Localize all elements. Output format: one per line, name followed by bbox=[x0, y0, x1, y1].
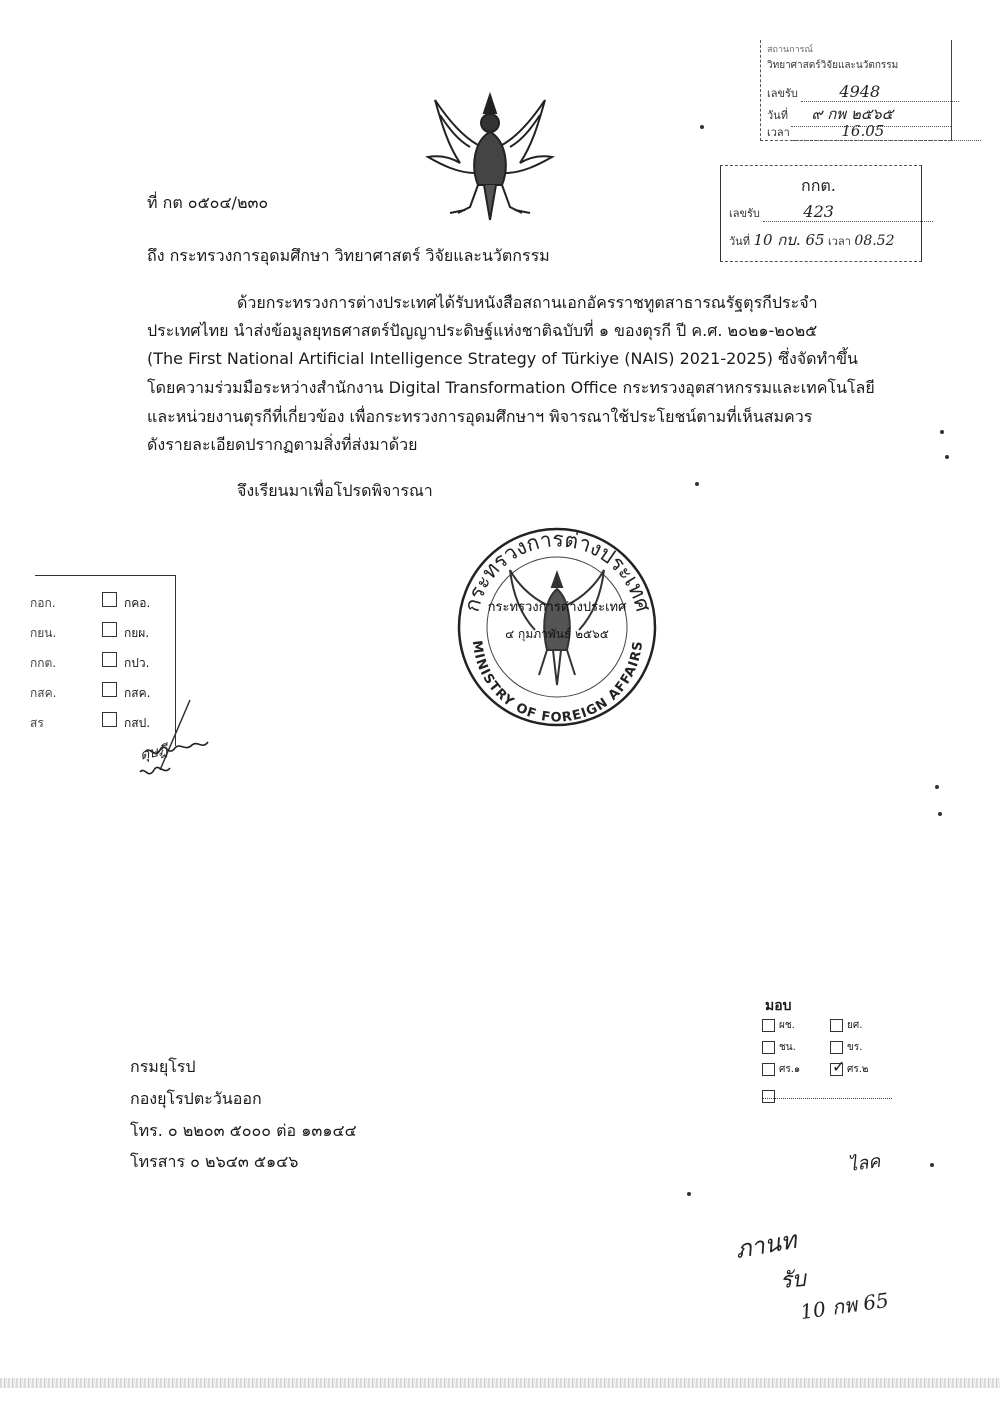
assign-option bbox=[830, 1056, 869, 1077]
routing-row-left-label: กสค. bbox=[30, 686, 57, 700]
receipt-stamp-secondary bbox=[720, 165, 922, 262]
scan-speck bbox=[695, 482, 699, 486]
stamp2-date-label: วันที่ bbox=[729, 235, 750, 248]
stamp2-number-label: เลขรับ bbox=[729, 207, 760, 220]
stamp-unit-line: วิทยาศาสตร์วิจัยและนวัตกรรม bbox=[767, 60, 899, 71]
stamp-header: สถานการณ์ bbox=[767, 45, 813, 55]
seal-inner-line-2: ๔ กุมภาพันธ์ ๒๕๖๕ bbox=[505, 627, 609, 641]
scan-speck bbox=[930, 1163, 934, 1167]
assign-option bbox=[762, 1040, 796, 1055]
routing-row bbox=[30, 620, 190, 650]
assign-option bbox=[830, 1018, 862, 1033]
routing-row-right-label: กยผ. bbox=[124, 626, 150, 640]
stamp2-time-label: เวลา bbox=[828, 235, 851, 248]
garuda-emblem bbox=[420, 85, 560, 230]
sender-division: กองยุโรปตะวันออก bbox=[130, 1089, 262, 1108]
scan-speck bbox=[935, 785, 939, 789]
body-line-4: โดยความร่วมมือระหว่างสำนักงาน Digital Transformation Office กระทรวงอุตสาหกรรมและเทคโนโลยี bbox=[147, 378, 875, 397]
check-mark-icon: ✓ bbox=[832, 1056, 846, 1076]
stamp-date-value: ๙ กพ ๒๕๖๕ bbox=[791, 102, 951, 127]
ministry-seal bbox=[455, 525, 660, 730]
body-line-6: ดังรายละเอียดปรากฏตามสิ่งที่ส่งมาด้วย bbox=[147, 435, 418, 454]
assign-option-checkbox[interactable] bbox=[762, 1041, 775, 1054]
assign-option-label: ผช. bbox=[779, 1020, 795, 1031]
routing-signature-text: ดุษฎี bbox=[138, 742, 170, 764]
stamp-number-label: เลขรับ bbox=[767, 87, 798, 100]
routing-row-checkbox[interactable] bbox=[102, 622, 117, 637]
scan-speck bbox=[700, 125, 704, 129]
assign-extra-line bbox=[762, 1086, 892, 1099]
routing-row-left-label: กกต. bbox=[30, 656, 57, 670]
routing-row-right-label: กสค. bbox=[124, 686, 151, 700]
routing-row-right-label: กปว. bbox=[124, 656, 150, 670]
addressee: ถึง กระทรวงการอุดมศึกษา วิทยาศาสตร์ วิจัยและนวัตกรรม bbox=[147, 246, 550, 265]
routing-row-left-label: สร bbox=[30, 716, 44, 730]
routing-row bbox=[30, 590, 190, 620]
sender-phone: โทร. ๐ ๒๒๐๓ ๕๐๐๐ ต่อ ๑๓๑๔๔ bbox=[130, 1121, 357, 1140]
stamp2-date-value: 10 กบ. 65 bbox=[753, 231, 825, 249]
assign-option-checkbox[interactable] bbox=[762, 1019, 775, 1032]
assign-option-label: ยศ. bbox=[847, 1020, 863, 1031]
stamp-number-value: 4948 bbox=[801, 82, 959, 102]
stamp-time-value: 16.05 bbox=[793, 122, 981, 141]
assign-option-checkbox[interactable] bbox=[762, 1063, 775, 1076]
body-line-1: ด้วยกระทรวงการต่างประเทศได้รับหนังสือสถานเอกอัครราชทูตสาธารณรัฐตุรกีประจำ bbox=[237, 293, 818, 312]
body-line-2: ประเทศไทย นำส่งข้อมูลยุทธศาสตร์ปัญญาประดิษฐ์แห่งชาติฉบับที่ ๑ ของตุรกี ปี ค.ศ. ๒๐๒๑-๒๐๒๕ bbox=[147, 321, 818, 340]
assign-option-checkbox[interactable] bbox=[830, 1019, 843, 1032]
seal-bottom-text: MINISTRY OF FOREIGN AFFAIRS bbox=[468, 639, 647, 726]
handwritten-note-3: 10 กพ 65 bbox=[798, 1287, 891, 1325]
stamp2-time-value: 08.52 bbox=[854, 233, 895, 249]
assign-option-label: ศร.๑ bbox=[779, 1064, 801, 1075]
assign-option bbox=[762, 1018, 795, 1033]
sender-department: กรมยุโรป bbox=[130, 1057, 196, 1076]
routing-signature bbox=[130, 690, 230, 790]
scan-speck bbox=[938, 812, 942, 816]
assign-option-checkbox[interactable] bbox=[830, 1056, 846, 1076]
scan-speck bbox=[940, 430, 944, 434]
routing-row-checkbox[interactable] bbox=[102, 652, 117, 667]
stamp2-title: กกต. bbox=[801, 176, 836, 195]
stamp2-number-value: 423 bbox=[763, 202, 933, 222]
assign-option-checkbox[interactable] bbox=[830, 1041, 843, 1054]
handwritten-note-2: รับ bbox=[778, 1266, 808, 1295]
handwritten-note-1: ภานท bbox=[733, 1225, 799, 1265]
seal-top-text: กระทรวงการต่างประเทศ bbox=[459, 527, 656, 615]
reference-number: ที่ กต ๐๕๐๔/๒๓๐ bbox=[147, 193, 269, 212]
assign-title: มอบ bbox=[765, 998, 792, 1014]
routing-row-checkbox[interactable] bbox=[102, 682, 117, 697]
sender-fax: โทรสาร ๐ ๒๖๔๓ ๕๑๔๖ bbox=[130, 1152, 299, 1171]
handwritten-initials: ไลค bbox=[846, 1150, 882, 1177]
closing-line: จึงเรียนมาเพื่อโปรดพิจารณา bbox=[237, 481, 433, 500]
routing-row-right-label: กสป. bbox=[124, 716, 151, 730]
stamp-date-label: วันที่ bbox=[767, 109, 788, 122]
scan-speck bbox=[945, 455, 949, 459]
stamp-time-label: เวลา bbox=[767, 126, 790, 139]
assign-extra-checkbox[interactable] bbox=[762, 1090, 775, 1103]
routing-row bbox=[30, 650, 190, 680]
assign-option bbox=[830, 1040, 862, 1055]
routing-row-left-label: กอก. bbox=[30, 596, 56, 610]
body-line-5: และหน่วยงานตุรกีที่เกี่ยวข้อง เพื่อกระทรวงการอุดมศึกษาฯ พิจารณาใช้ประโยชน์ตามที่เห็นสมควร bbox=[147, 407, 813, 426]
seal-inner-line-1: กระทรวงการต่างประเทศ bbox=[487, 600, 627, 615]
routing-row-left-label: กยน. bbox=[30, 626, 57, 640]
routing-row-checkbox[interactable] bbox=[102, 592, 117, 607]
assign-option-label: ชน. bbox=[779, 1042, 796, 1053]
routing-row-right-label: กคอ. bbox=[124, 596, 151, 610]
assign-option-label: ศร.๒ bbox=[847, 1064, 869, 1075]
assign-option-label: ขร. bbox=[847, 1042, 863, 1053]
body-line-3: (The First National Artificial Intelligence Strategy of Türkiye (NAIS) 2021-2025) ซึ่งจัดทำขึ้น bbox=[147, 349, 858, 368]
scan-speck bbox=[687, 1192, 691, 1196]
scan-edge-noise bbox=[0, 1378, 1000, 1388]
routing-row-checkbox[interactable] bbox=[102, 712, 117, 727]
receipt-stamp-primary bbox=[760, 40, 952, 141]
assign-option bbox=[762, 1062, 800, 1077]
